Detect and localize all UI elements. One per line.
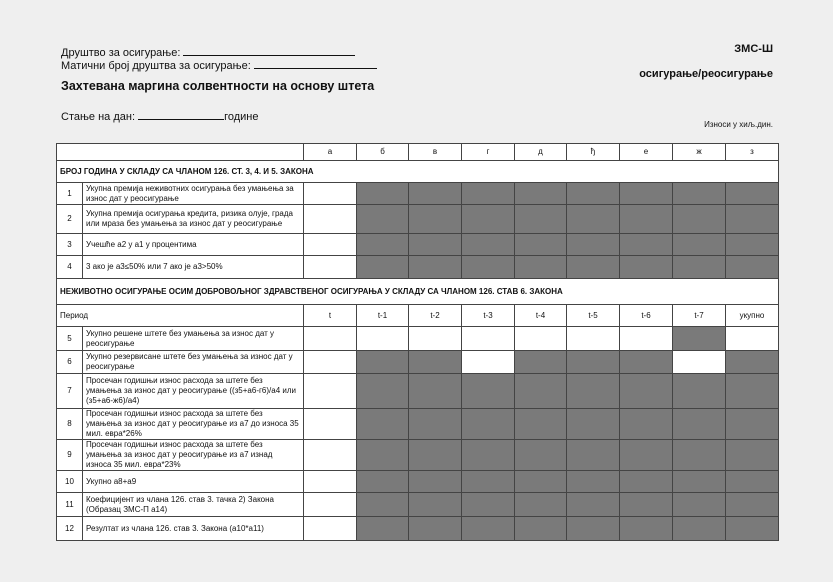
shaded-cell (515, 234, 567, 256)
shaded-cell (567, 351, 620, 374)
input-cell[interactable] (409, 327, 462, 351)
shaded-cell (726, 440, 779, 471)
input-cell[interactable] (304, 327, 357, 351)
input-cell[interactable] (304, 234, 357, 256)
shaded-cell (620, 471, 673, 493)
shaded-cell (409, 493, 462, 517)
shaded-cell (462, 183, 515, 205)
row-label: Укупна премија осигурања кредита, ризика олује, града или мраза без умањења за износ дат у реосигурање (83, 205, 304, 234)
shaded-cell (673, 493, 726, 517)
shaded-cell (409, 409, 462, 440)
input-cell[interactable] (673, 351, 726, 374)
table-row (57, 256, 779, 279)
input-cell[interactable] (304, 183, 357, 205)
row-label: Учешће а2 у а1 у процентима (83, 234, 304, 256)
shaded-cell (726, 374, 779, 409)
input-cell[interactable] (304, 256, 357, 279)
shaded-cell (620, 351, 673, 374)
input-cell[interactable] (304, 493, 357, 517)
table-row (57, 517, 779, 541)
shaded-cell (515, 183, 567, 205)
reg-number-field[interactable] (254, 57, 377, 69)
row-number: 11 (57, 493, 83, 517)
shaded-cell (673, 256, 726, 279)
row-label: Резултат из члана 126. став 3. Закона (а10*а11) (83, 517, 304, 541)
shaded-cell (726, 256, 779, 279)
row-number: 4 (57, 256, 83, 279)
shaded-cell (409, 234, 462, 256)
date-field[interactable] (138, 108, 224, 120)
shaded-cell (357, 205, 409, 234)
shaded-cell (357, 471, 409, 493)
column-letter: ж (673, 144, 726, 161)
row-number: 10 (57, 471, 83, 493)
input-cell[interactable] (567, 327, 620, 351)
table-row (57, 409, 779, 440)
input-cell[interactable] (620, 327, 673, 351)
header-empty-cell (57, 144, 304, 161)
shaded-cell (357, 234, 409, 256)
shaded-cell (620, 205, 673, 234)
shaded-cell (515, 374, 567, 409)
period-column: t-6 (620, 305, 673, 327)
shaded-cell (357, 183, 409, 205)
shaded-cell (409, 205, 462, 234)
column-letter: б (357, 144, 409, 161)
row-label: Укупна премија неживотних осигурања без умањења за износ дат у реосигурање (83, 183, 304, 205)
shaded-cell (726, 471, 779, 493)
period-column: t-2 (409, 305, 462, 327)
shaded-cell (462, 440, 515, 471)
column-letter: а (304, 144, 357, 161)
reg-number-line (61, 57, 377, 72)
page-title: Захтевана маргина солвентности на основу штета (61, 79, 375, 93)
shaded-cell (515, 205, 567, 234)
input-cell[interactable] (462, 351, 515, 374)
input-cell[interactable] (357, 327, 409, 351)
period-column: укупно (726, 305, 779, 327)
shaded-cell (620, 440, 673, 471)
shaded-cell (673, 234, 726, 256)
shaded-cell (409, 351, 462, 374)
table-row (57, 374, 779, 409)
shaded-cell (462, 409, 515, 440)
shaded-cell (726, 493, 779, 517)
shaded-cell (726, 517, 779, 541)
shaded-cell (462, 493, 515, 517)
shaded-cell (620, 493, 673, 517)
shaded-cell (673, 471, 726, 493)
shaded-cell (567, 493, 620, 517)
date-suffix: године (224, 111, 259, 123)
shaded-cell (673, 183, 726, 205)
shaded-cell (620, 409, 673, 440)
section-1-heading: БРОЈ ГОДИНА У СКЛАДУ СА ЧЛАНОМ 126. СТ. 3, 4. И 5. ЗАКОНА (57, 161, 779, 183)
shaded-cell (515, 471, 567, 493)
column-letter: з (726, 144, 779, 161)
shaded-cell (620, 183, 673, 205)
shaded-cell (567, 471, 620, 493)
input-cell[interactable] (304, 374, 357, 409)
input-cell[interactable] (304, 440, 357, 471)
section-heading-row (57, 161, 779, 183)
column-letter: г (462, 144, 515, 161)
row-number: 12 (57, 517, 83, 541)
period-row (57, 305, 779, 327)
solvency-table (56, 143, 779, 541)
row-number: 9 (57, 440, 83, 471)
row-label: Просечан годишњи износ расхода за штете без умањења за износ дат у реосигурање из а7 до износа 35 мил. евра*26% (83, 409, 304, 440)
shaded-cell (515, 440, 567, 471)
shaded-cell (620, 234, 673, 256)
period-column: t-5 (567, 305, 620, 327)
shaded-cell (673, 205, 726, 234)
row-label: 3 ако је а3≤50% или 7 ако је а3>50% (83, 256, 304, 279)
row-number: 6 (57, 351, 83, 374)
shaded-cell (462, 234, 515, 256)
row-label: Укупно а8+а9 (83, 471, 304, 493)
table-row (57, 471, 779, 493)
row-number: 7 (57, 374, 83, 409)
shaded-cell (620, 374, 673, 409)
row-number: 2 (57, 205, 83, 234)
shaded-cell (567, 440, 620, 471)
shaded-cell (515, 409, 567, 440)
shaded-cell (357, 440, 409, 471)
shaded-cell (357, 493, 409, 517)
shaded-cell (726, 409, 779, 440)
form-code: ЗМС-Ш (734, 43, 773, 55)
period-label: Период (57, 305, 304, 327)
period-column: t-4 (515, 305, 567, 327)
table-row (57, 440, 779, 471)
row-label: Укупно решене штете без умањења за износ дат у реосигурање (83, 327, 304, 351)
column-letter: ђ (567, 144, 620, 161)
shaded-cell (726, 234, 779, 256)
shaded-cell (409, 517, 462, 541)
row-label: Просечан годишњи износ расхода за штете без умањења за износ дат у реосигурање ((з5+а6-г6)/а4 или (з5+а6-ж6)/а4) (83, 374, 304, 409)
shaded-cell (515, 493, 567, 517)
date-line (61, 108, 258, 123)
shaded-cell (673, 440, 726, 471)
shaded-cell (409, 440, 462, 471)
input-cell[interactable] (304, 517, 357, 541)
table-row (57, 327, 779, 351)
row-label: Коефицијент из члана 126. став 3. тачка 2) Закона (Образац ЗМС-П а14) (83, 493, 304, 517)
row-number: 8 (57, 409, 83, 440)
shaded-cell (357, 409, 409, 440)
input-cell[interactable] (304, 351, 357, 374)
company-label: Друштво за осигурање: (61, 47, 181, 59)
input-cell[interactable] (304, 471, 357, 493)
amounts-note: Износи у хиљ.дин. (704, 120, 773, 129)
period-column: t-1 (357, 305, 409, 327)
shaded-cell (515, 351, 567, 374)
shaded-cell (567, 517, 620, 541)
row-number: 1 (57, 183, 83, 205)
shaded-cell (726, 205, 779, 234)
period-column: t (304, 305, 357, 327)
input-cell[interactable] (515, 327, 567, 351)
shaded-cell (726, 351, 779, 374)
shaded-cell (409, 183, 462, 205)
row-label: Просечан годишњи износ расхода за штете без умањења за износ дат у реосигурање из а7 изнад износа 35 мил. евра*23% (83, 440, 304, 471)
shaded-cell (357, 517, 409, 541)
shaded-cell (673, 517, 726, 541)
column-letter: в (409, 144, 462, 161)
input-cell[interactable] (726, 327, 779, 351)
table-row (57, 205, 779, 234)
shaded-cell (409, 256, 462, 279)
shaded-cell (462, 374, 515, 409)
input-cell[interactable] (462, 327, 515, 351)
shaded-cell (515, 517, 567, 541)
shaded-cell (515, 256, 567, 279)
shaded-cell (462, 205, 515, 234)
shaded-cell (462, 256, 515, 279)
column-letter: д (515, 144, 567, 161)
shaded-cell (567, 374, 620, 409)
table-row (57, 234, 779, 256)
input-cell[interactable] (304, 205, 357, 234)
company-field[interactable] (183, 44, 355, 56)
shaded-cell (462, 517, 515, 541)
reg-number-label: Матични број друштва за осигурање: (61, 60, 251, 72)
date-prefix: Стање на дан: (61, 111, 136, 123)
shaded-cell (357, 374, 409, 409)
column-letter: е (620, 144, 673, 161)
section-2-heading: НЕЖИВОТНО ОСИГУРАЊЕ ОСИМ ДОБРОВОЉНОГ ЗДРАВСТВЕНОГ ОСИГУРАЊА У СКЛАДУ СА ЧЛАНОМ 126. СТАВ 6. ЗАКОНА (57, 279, 779, 305)
table-row (57, 351, 779, 374)
shaded-cell (567, 183, 620, 205)
table-row (57, 493, 779, 517)
shaded-cell (357, 256, 409, 279)
shaded-cell (673, 327, 726, 351)
shaded-cell (620, 256, 673, 279)
row-label: Укупно резервисане штете без умањења за износ дат у реосигурање (83, 351, 304, 374)
period-column: t-7 (673, 305, 726, 327)
column-letters-row (57, 144, 779, 161)
row-number: 5 (57, 327, 83, 351)
shaded-cell (409, 374, 462, 409)
shaded-cell (726, 183, 779, 205)
shaded-cell (673, 409, 726, 440)
shaded-cell (462, 471, 515, 493)
period-column: t-3 (462, 305, 515, 327)
shaded-cell (357, 351, 409, 374)
input-cell[interactable] (304, 409, 357, 440)
shaded-cell (620, 517, 673, 541)
shaded-cell (567, 409, 620, 440)
form-type: осигурање/реосигурање (639, 68, 773, 80)
row-number: 3 (57, 234, 83, 256)
shaded-cell (673, 374, 726, 409)
shaded-cell (409, 471, 462, 493)
shaded-cell (567, 205, 620, 234)
shaded-cell (567, 256, 620, 279)
shaded-cell (567, 234, 620, 256)
table-row (57, 183, 779, 205)
section-heading-row (57, 279, 779, 305)
